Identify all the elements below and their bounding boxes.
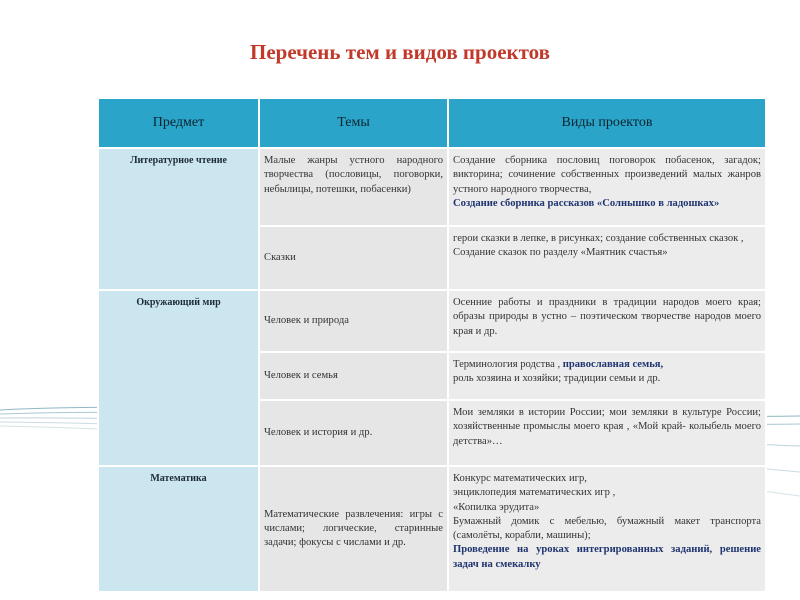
header-subject: Предмет [98, 98, 259, 148]
topic-cell: Человек и семья [259, 352, 448, 400]
project-text-highlight: Создание сборника рассказов «Солнышко в ладошках» [453, 197, 720, 209]
project-text: роль хозяина и хозяйки; традиции семьи и др. [453, 373, 661, 385]
table-row [98, 148, 766, 226]
projects-cell [448, 226, 766, 290]
project-text: Терминология родства , [453, 359, 561, 370]
projects-cell [448, 148, 766, 226]
topic-cell: Математические развлечения: игры с числами; логические, старинные задачи; фокусы с числами и др. [259, 466, 448, 592]
projects-table [97, 97, 767, 593]
topic-cell: Человек и история и др. [259, 400, 448, 466]
topic-cell: Малые жанры устного народного творчества (пословицы, поговорки, небылицы, потешки, побасенки) [259, 148, 448, 226]
table-header-row [98, 98, 766, 148]
projects-cell [448, 290, 766, 352]
project-text: Конкурс математических игр, [453, 473, 587, 484]
projects-cell [448, 400, 766, 466]
table-row [98, 466, 766, 592]
project-text: Мои земляки в истории России; мои земляки в культуре России; хозяйственные промыслы моего края , «Мой край- колыбель моего детства»… [453, 407, 761, 447]
project-text: энциклопедия математических игр , [453, 487, 616, 499]
header-project-types: Виды проектов [448, 98, 766, 148]
project-text: Создание сказок по разделу «Маятник счастья» [453, 247, 668, 259]
project-text-highlight: православная семья, [562, 359, 664, 370]
project-text: Осенние работы и праздники в традиции народов моего края; образы природы в устно – поэтическом творчестве народов моего края и др. [453, 297, 761, 337]
page-title: Перечень тем и видов проектов [250, 40, 550, 64]
subject-cell: Окружающий мир [98, 290, 259, 466]
subject-cell: Математика [98, 466, 259, 592]
subject-cell: Литературное чтение [98, 148, 259, 290]
project-text: «Копилка эрудита» [453, 501, 540, 513]
project-text: герои сказки в лепке, в рисунках; создание собственных сказок , [453, 233, 744, 244]
table-row [98, 290, 766, 352]
projects-cell [448, 466, 766, 592]
project-text-highlight: Проведение на уроках интегрированных заданий, решение задач на смекалку [453, 544, 761, 570]
topic-cell: Человек и природа [259, 290, 448, 352]
project-text: Создание сборника пословиц поговорок побасенок, загадок; викторина; сочинение собственных произведений малых жанров устного народного творчества, [453, 155, 761, 195]
projects-cell [448, 352, 766, 400]
project-text: Бумажный домик с мебелью, бумажный макет транспорта (самолёты, корабли, машины); [453, 515, 761, 542]
topic-cell: Сказки [259, 226, 448, 290]
header-topics: Темы [259, 98, 448, 148]
